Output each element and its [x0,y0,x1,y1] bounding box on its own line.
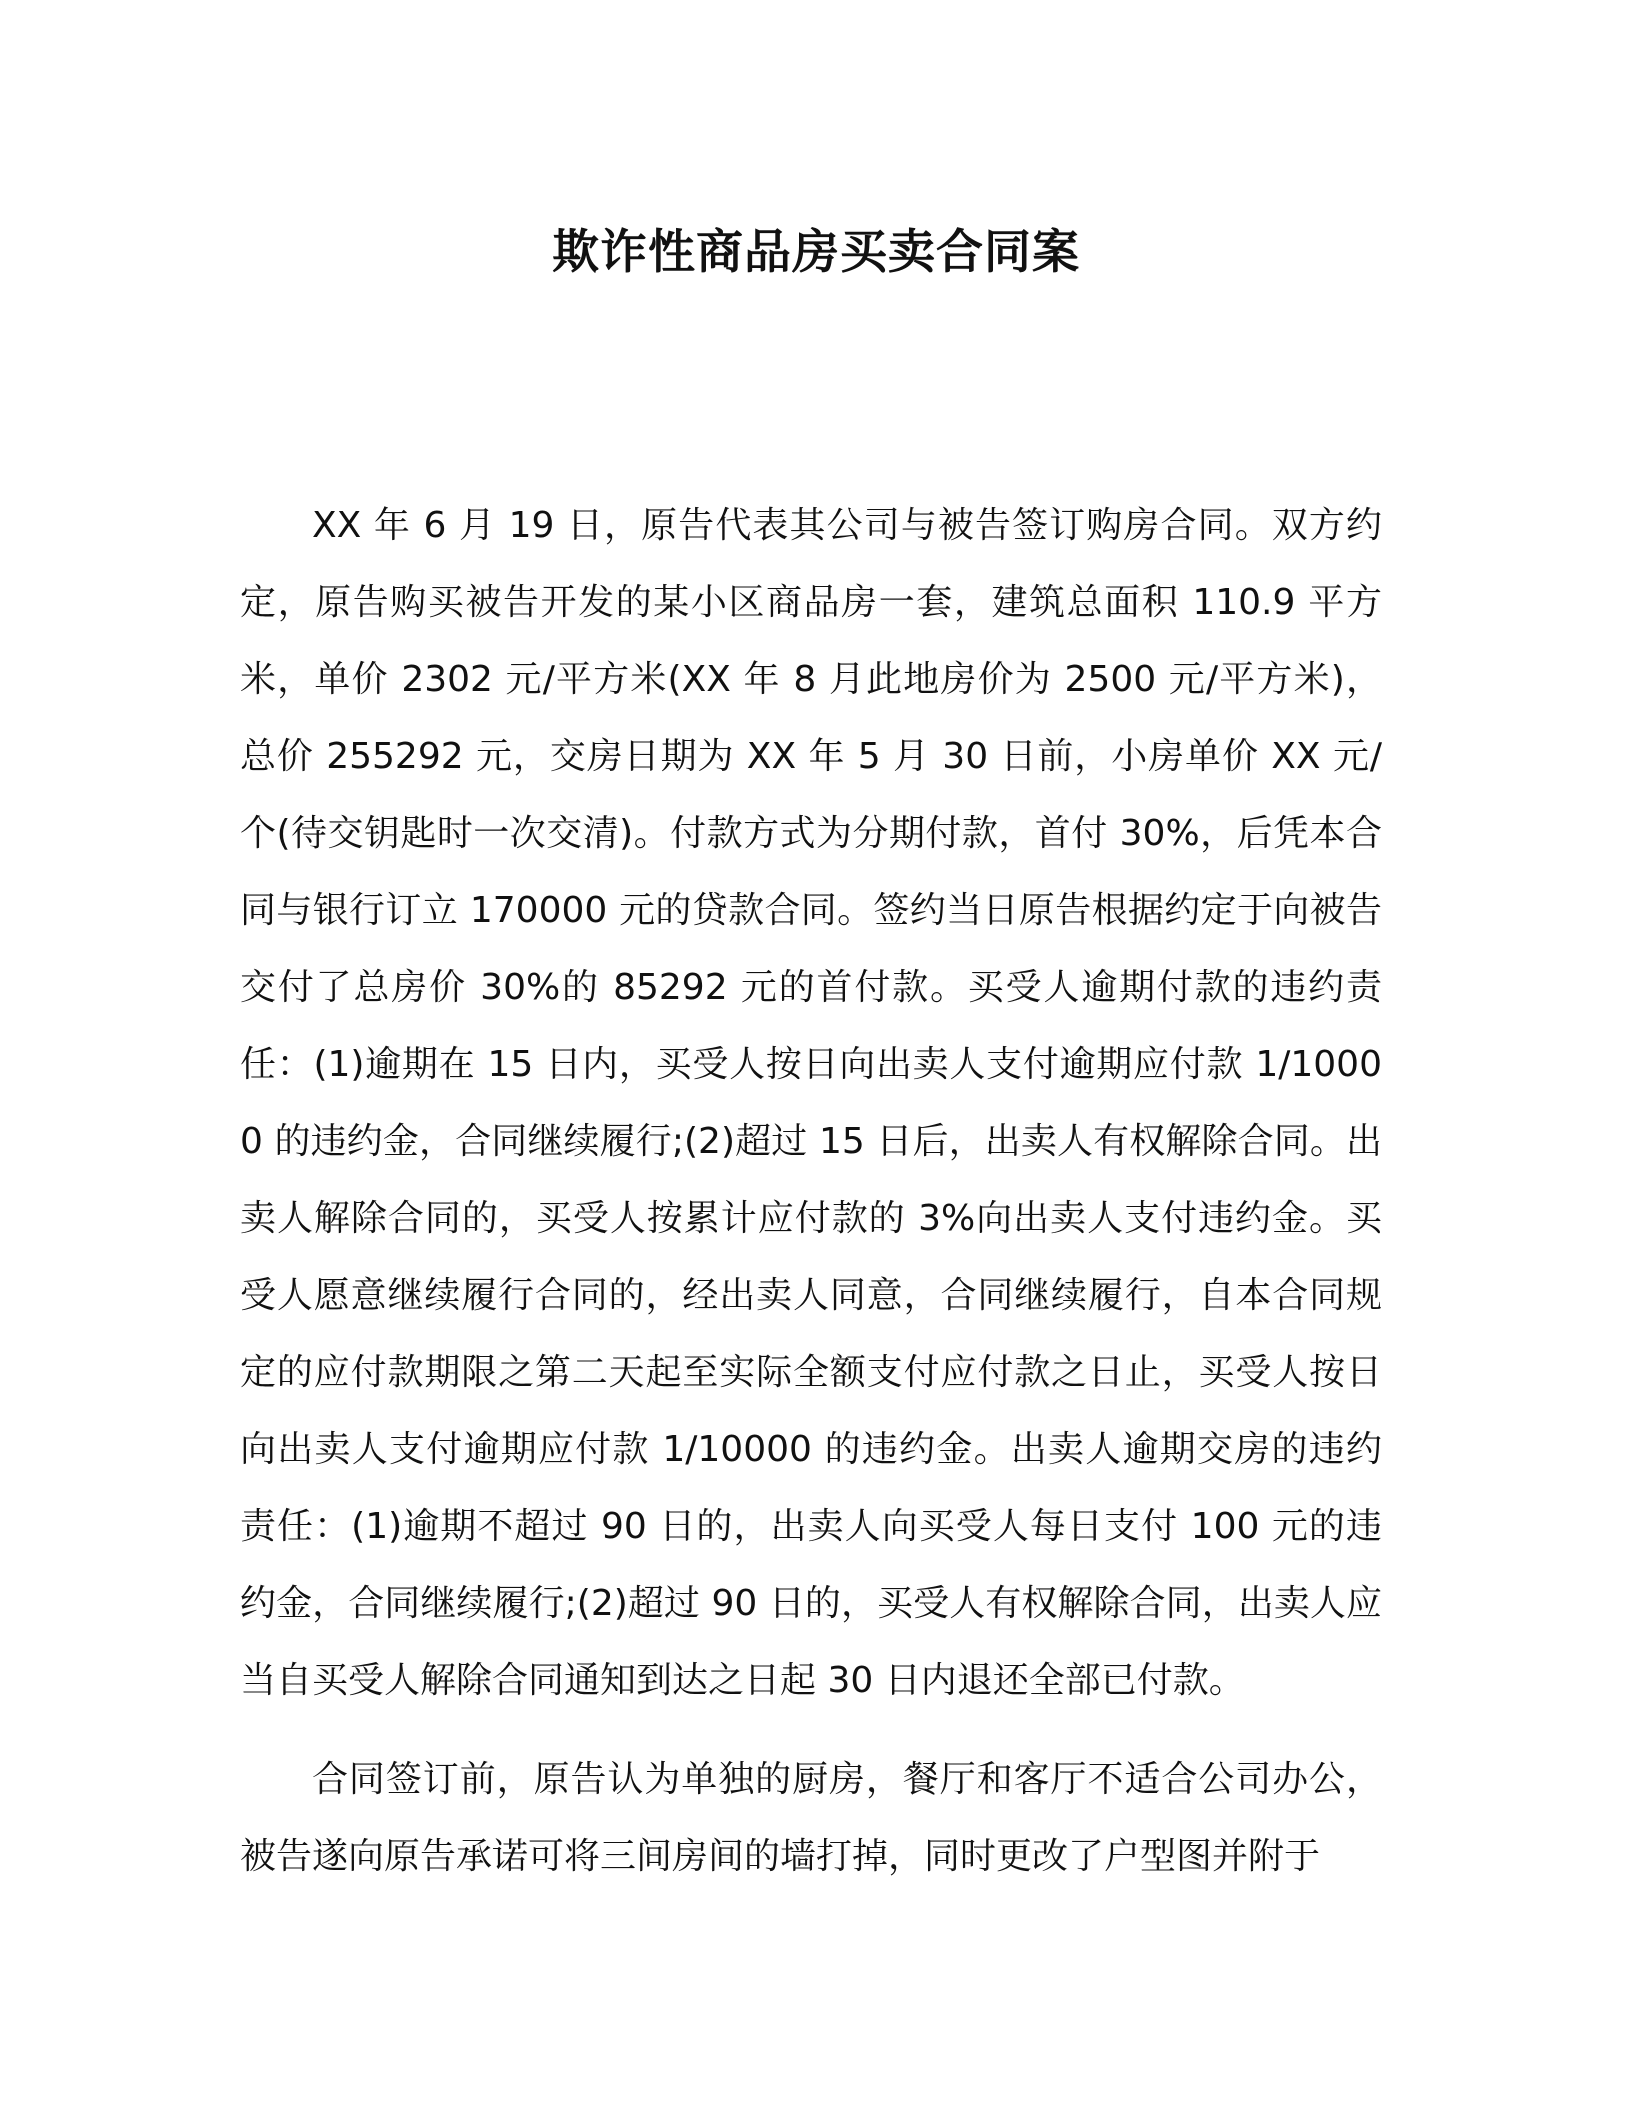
paragraph-contract-terms: XX 年 6 月 19 日，原告代表其公司与被告签订购房合同。双方约定，原告购买被告开发的某小区商品房一套，建筑总面积 110.9 平方米，单价 2302 元/平方米(XX 年 8 月此地房价为 2500 元/平方米)，总价 255292 元，交房日期为 XX 年 5 月 30 日前，小房单价 XX 元/个(待交钥匙时一次交清)。付款方式为分期付款，首付 30%，后凭本合同与银行订立 170000 元的贷款合同。签约当日原告根据约定于向被告交付了总房价 30%的 85292 元的首付款。买受人逾期付款的违约责任：(1)逾期在 15 日内，买受人按日向出卖人支付逾期应付款 1/10000 的违约金，合同继续履行;(2)超过 15 日后，出卖人有权解除合同。出卖人解除合同的，买受人按累计应付款的 3%向出卖人支付违约金。买受人愿意继续履行合同的，经出卖人同意，合同继续履行，自本合同规定的应付款期限之第二天起至实际全额支付应付款之日止，买受人按日向出卖人支付逾期应付款 1/10000 的违约金。出卖人逾期交房的违约责任：(1)逾期不超过 90 日的，出卖人向买受人每日支付 100 元的违约金，合同继续履行;(2)超过 90 日的，买受人有权解除合同，出卖人应当自买受人解除合同通知到达之日起 30 日内退还全部已付款。 [240,505,1382,1701]
document-title: 欺诈性商品房买卖合同案 [552,225,1080,280]
document-body [240,487,1382,1895]
paragraph-pre-signing: 合同签订前，原告认为单独的厨房，餐厅和客厅不适合公司办公，被告遂向原告承诺可将三间房间的墙打掉，同时更改了户型图并附于 [240,1759,1382,1877]
